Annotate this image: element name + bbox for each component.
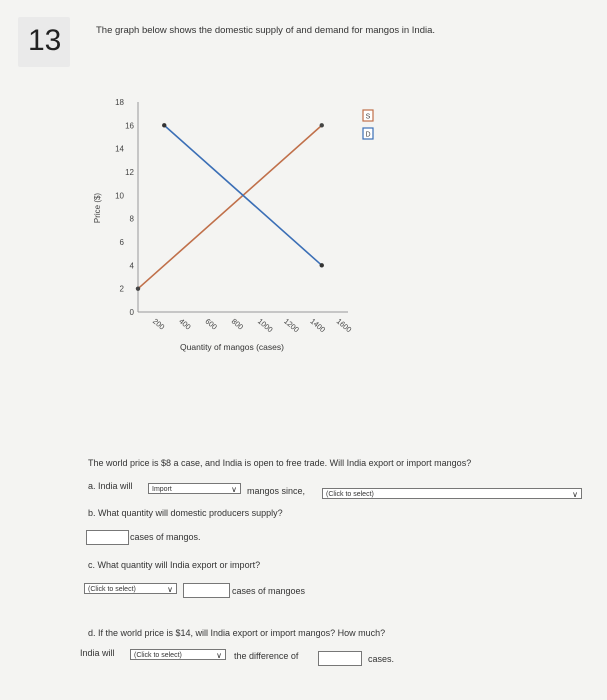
- part-a-label: a. India will: [88, 481, 133, 491]
- x-tick-label: 600: [203, 316, 219, 332]
- x-tick-label: 200: [150, 316, 167, 332]
- x-tick-label: 1000: [255, 316, 275, 335]
- part-a-reason-select[interactable]: [322, 488, 582, 499]
- y-tick-label: 10: [115, 191, 124, 201]
- part-a-since: mangos since,: [247, 486, 306, 496]
- part-d-select-value: (Click to select): [134, 652, 182, 659]
- chevron-down-icon: ∨: [216, 651, 222, 660]
- chart-series: [136, 123, 324, 291]
- x-tick-label: 800: [229, 316, 246, 332]
- y-tick-label: 0: [129, 308, 134, 317]
- chart-legend: [363, 110, 373, 139]
- chevron-down-icon: ∨: [167, 585, 173, 594]
- y-tick-label: 4: [129, 261, 134, 271]
- supply-demand-chart: [80, 90, 380, 360]
- part-d-select[interactable]: [130, 649, 226, 660]
- part-d-mid: the difference of: [234, 651, 299, 661]
- x-axis-label: Quantity of mangos (cases): [180, 342, 284, 352]
- part-a-reason-select-value: (Click to select): [326, 491, 374, 498]
- x-tick-label: 400: [177, 316, 193, 332]
- part-b-label: b. What quantity will domestic producers supply?: [88, 508, 283, 518]
- x-tick-label: 1400: [308, 316, 328, 335]
- y-tick-labels: [115, 98, 134, 317]
- part-c-select-value: (Click to select): [88, 586, 136, 593]
- question-number: 13: [28, 24, 62, 57]
- y-tick-label: 16: [125, 121, 134, 131]
- part-d-quantity-input[interactable]: [318, 651, 362, 666]
- x-tick-label: 1600: [334, 316, 354, 335]
- chevron-down-icon: ∨: [572, 490, 578, 499]
- part-c-quantity-input[interactable]: [183, 583, 230, 598]
- series-line-s: [138, 125, 322, 288]
- part-b-suffix: cases of mangos.: [130, 532, 201, 542]
- part-a-select[interactable]: [148, 483, 241, 494]
- world-price-intro: The world price is $8 a case, and India is open to free trade. Will India export or import mangos?: [88, 458, 472, 468]
- series-point-s: [136, 286, 140, 290]
- series-point-d: [162, 123, 166, 127]
- y-tick-label: 2: [119, 284, 124, 294]
- series-point-s: [320, 123, 324, 127]
- part-c-suffix: cases of mangoes: [232, 586, 306, 596]
- y-tick-label: 8: [129, 214, 134, 224]
- legend-label-s: S: [365, 113, 371, 121]
- part-d-prefix: India will: [80, 648, 115, 658]
- legend-label-d: D: [365, 131, 371, 139]
- part-d-suffix: cases.: [368, 654, 395, 664]
- x-tick-label: 1200: [282, 316, 301, 335]
- y-axis-label: Price ($): [93, 192, 102, 224]
- part-d-label: d. If the world price is $14, will India export or import mangos? How much?: [88, 628, 386, 638]
- chevron-down-icon: ∨: [231, 485, 237, 494]
- part-b-quantity-input[interactable]: [86, 530, 129, 545]
- y-tick-label: 6: [119, 238, 124, 247]
- chart-axes: [138, 102, 348, 312]
- question-title: The graph below shows the domestic supply of and demand for mangos in India.: [96, 25, 436, 36]
- y-tick-label: 18: [115, 98, 124, 107]
- part-c-label: c. What quantity will India export or import?: [88, 560, 261, 570]
- part-c-select[interactable]: [84, 583, 177, 594]
- x-tick-labels: [151, 317, 353, 335]
- y-tick-label: 12: [125, 168, 134, 177]
- y-tick-label: 14: [115, 144, 124, 154]
- part-a-select-value: Import: [152, 486, 172, 493]
- series-point-d: [320, 263, 324, 267]
